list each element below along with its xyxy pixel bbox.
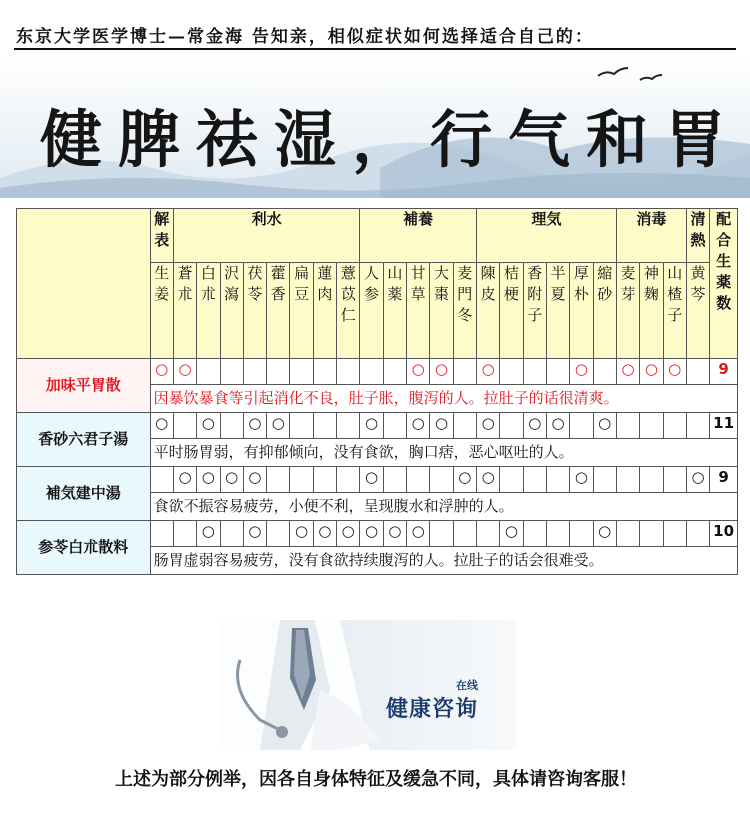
- group-header-理気: 理気: [476, 209, 616, 263]
- herb-header-15: 桔梗: [500, 263, 523, 359]
- herb-mark: [616, 467, 639, 493]
- herb-header-17: 半夏: [546, 263, 569, 359]
- herb-mark: [686, 521, 709, 547]
- herb-mark: [640, 467, 663, 493]
- herb-mark: ○: [243, 521, 266, 547]
- herb-mark: ○: [267, 413, 290, 439]
- herb-mark: [430, 467, 453, 493]
- header-text: 东京大学医学博士—常金海 告知亲，相似症状如何选择适合自己的：: [16, 27, 594, 47]
- herb-mark: [383, 359, 406, 385]
- herb-header-0: 生姜: [150, 263, 173, 359]
- table-row: [17, 467, 738, 493]
- herb-mark: [453, 521, 476, 547]
- herb-mark: [663, 521, 686, 547]
- herb-mark: [663, 413, 686, 439]
- herb-mark: [686, 359, 709, 385]
- herb-header-5: 藿香: [267, 263, 290, 359]
- herb-mark: [267, 359, 290, 385]
- herb-mark: ○: [593, 521, 616, 547]
- herb-mark: ○: [360, 413, 383, 439]
- herb-header-21: 神麹: [640, 263, 663, 359]
- herb-mark: ○: [453, 467, 476, 493]
- herb-header-10: 山薬: [383, 263, 406, 359]
- formula-description: 因暴饮暴食等引起消化不良，肚子胀，腹泻的人。拉肚子的话很清爽。: [150, 385, 737, 413]
- herb-mark: ○: [290, 521, 313, 547]
- herb-header-14: 陳皮: [476, 263, 499, 359]
- herb-mark: ○: [593, 413, 616, 439]
- table-row: [17, 521, 738, 547]
- herb-mark: ○: [570, 467, 593, 493]
- banner-title: 健脾祛湿，行气和胃: [40, 103, 743, 176]
- group-header-清熱: 清熱: [686, 209, 709, 263]
- formula-description: 肠胃虚弱容易疲劳，没有食欲持续腹泻的人。拉肚子的话会很难受。: [150, 547, 737, 575]
- herb-header-18: 厚朴: [570, 263, 593, 359]
- herb-count: 9: [710, 467, 738, 493]
- herb-mark: ○: [570, 359, 593, 385]
- health-consult-label: 健康咨询: [386, 697, 479, 722]
- formula-name: 参苓白朮散料: [17, 521, 151, 575]
- herb-mark: ○: [197, 413, 220, 439]
- herb-mark: [243, 359, 266, 385]
- herb-mark: ○: [337, 521, 360, 547]
- herb-mark: ○: [407, 413, 430, 439]
- herb-mark: [500, 359, 523, 385]
- herb-mark: [220, 521, 243, 547]
- herb-header-16: 香附子: [523, 263, 546, 359]
- online-consult-banner[interactable]: [220, 620, 516, 750]
- herb-header-12: 大棗: [430, 263, 453, 359]
- herb-mark: ○: [383, 521, 406, 547]
- group-header-利水: 利水: [173, 209, 360, 263]
- herb-mark: [593, 359, 616, 385]
- table-row: [17, 413, 738, 439]
- herb-mark: ○: [243, 467, 266, 493]
- footer-note: 上述为部分例举，因各自身体特征及缓急不同，具体请咨询客服！: [115, 769, 637, 790]
- herb-header-22: 山楂子: [663, 263, 686, 359]
- formula-name: 香砂六君子湯: [17, 413, 151, 467]
- herb-mark: [290, 359, 313, 385]
- herb-mark: [546, 467, 569, 493]
- herb-mark: [430, 521, 453, 547]
- herb-mark: [337, 467, 360, 493]
- herb-mark: ○: [150, 413, 173, 439]
- herb-mark: [640, 413, 663, 439]
- herb-mark: ○: [430, 413, 453, 439]
- herb-mark: ○: [173, 359, 196, 385]
- herb-header-20: 麦芽: [616, 263, 639, 359]
- herb-header-3: 沢瀉: [220, 263, 243, 359]
- herb-mark: [337, 359, 360, 385]
- header-divider: [14, 48, 736, 50]
- herb-mark: [197, 359, 220, 385]
- herb-mark: [616, 413, 639, 439]
- herb-mark: [173, 521, 196, 547]
- herb-header-1: 蒼朮: [173, 263, 196, 359]
- group-header-解表: 解表: [150, 209, 173, 263]
- herb-mark: ○: [360, 467, 383, 493]
- herb-mark: ○: [430, 359, 453, 385]
- herb-mark: [476, 521, 499, 547]
- herb-mark: [290, 467, 313, 493]
- herb-mark: [593, 467, 616, 493]
- herb-header-2: 白朮: [197, 263, 220, 359]
- count-header: 配合生薬数: [710, 209, 738, 359]
- herb-mark: [523, 359, 546, 385]
- herb-header-11: 甘草: [407, 263, 430, 359]
- herb-mark: ○: [407, 359, 430, 385]
- herb-mark: ○: [220, 467, 243, 493]
- herb-mark: ○: [173, 467, 196, 493]
- herb-mark: ○: [500, 521, 523, 547]
- herb-mark: [220, 413, 243, 439]
- herb-mark: [523, 521, 546, 547]
- herb-mark: ○: [360, 521, 383, 547]
- table-row: [17, 359, 738, 385]
- herb-mark: ○: [640, 359, 663, 385]
- herb-mark: [313, 413, 336, 439]
- herb-count: 10: [710, 521, 738, 547]
- herb-mark: ○: [616, 359, 639, 385]
- herb-mark: ○: [686, 467, 709, 493]
- herb-mark: [500, 413, 523, 439]
- herb-header-13: 麦門冬: [453, 263, 476, 359]
- herb-mark: [220, 359, 243, 385]
- herb-mark: [267, 467, 290, 493]
- herb-mark: [663, 467, 686, 493]
- herb-mark: ○: [313, 521, 336, 547]
- group-header-補養: 補養: [360, 209, 477, 263]
- herb-mark: [360, 359, 383, 385]
- herb-mark: [150, 467, 173, 493]
- herb-mark: [686, 413, 709, 439]
- herb-mark: [173, 413, 196, 439]
- formula-name: 補気建中湯: [17, 467, 151, 521]
- herb-mark: [546, 521, 569, 547]
- herb-mark: [453, 413, 476, 439]
- herb-mark: [523, 467, 546, 493]
- herb-mark: ○: [523, 413, 546, 439]
- herb-mark: [313, 359, 336, 385]
- herb-mark: [500, 467, 523, 493]
- herb-count: 11: [710, 413, 738, 439]
- group-header-消毒: 消毒: [616, 209, 686, 263]
- herb-mark: ○: [476, 467, 499, 493]
- herb-mark: ○: [197, 467, 220, 493]
- herb-header-8: 薏苡仁: [337, 263, 360, 359]
- herb-mark: ○: [243, 413, 266, 439]
- herb-header-4: 茯苓: [243, 263, 266, 359]
- herb-mark: ○: [546, 413, 569, 439]
- herb-comparison-table: [16, 208, 738, 575]
- herb-mark: [313, 467, 336, 493]
- herb-mark: [150, 521, 173, 547]
- herb-header-6: 扁豆: [290, 263, 313, 359]
- herb-mark: ○: [150, 359, 173, 385]
- herb-mark: [640, 521, 663, 547]
- herb-mark: [546, 359, 569, 385]
- herb-mark: [570, 413, 593, 439]
- formula-name: 加味平胃散: [17, 359, 151, 413]
- herb-mark: [616, 521, 639, 547]
- formula-description: 食欲不振容易疲劳，小便不利，呈现腹水和浮肿的人。: [150, 493, 737, 521]
- herb-mark: [383, 467, 406, 493]
- online-label: 在线: [456, 679, 478, 692]
- herb-mark: [290, 413, 313, 439]
- herb-mark: ○: [197, 521, 220, 547]
- herb-mark: [407, 467, 430, 493]
- herb-count: 9: [710, 359, 738, 385]
- herb-mark: [383, 413, 406, 439]
- formula-description: 平时肠胃弱，有抑郁倾向，没有食欲，胸口痞，恶心呕吐的人。: [150, 439, 737, 467]
- herb-mark: ○: [407, 521, 430, 547]
- corner-cell: [17, 209, 151, 359]
- herb-header-7: 蓮肉: [313, 263, 336, 359]
- herb-mark: ○: [476, 413, 499, 439]
- herb-mark: ○: [663, 359, 686, 385]
- herb-mark: [267, 521, 290, 547]
- herb-header-23: 黄芩: [686, 263, 709, 359]
- herb-mark: [337, 413, 360, 439]
- herb-header-19: 縮砂: [593, 263, 616, 359]
- herb-mark: ○: [476, 359, 499, 385]
- herb-mark: [570, 521, 593, 547]
- herb-header-9: 人参: [360, 263, 383, 359]
- herb-mark: [453, 359, 476, 385]
